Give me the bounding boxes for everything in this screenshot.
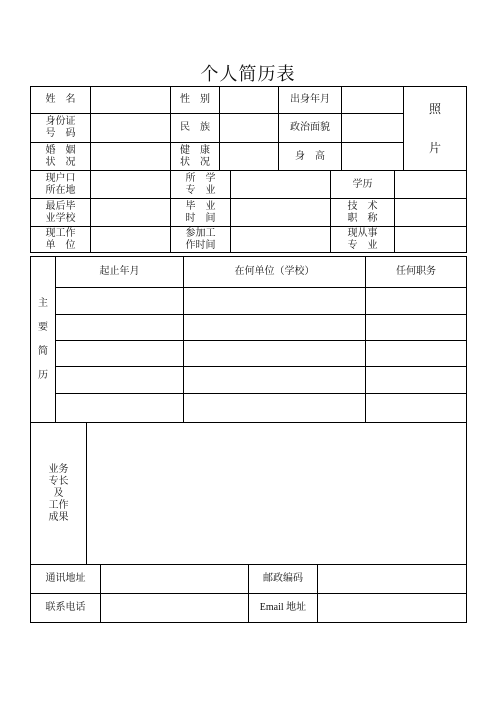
gender-label: 性 别 — [180, 94, 210, 105]
resume-row-3-period[interactable] — [56, 341, 183, 366]
resume-row-4-period[interactable] — [56, 367, 183, 393]
political-label: 政治面貌 — [290, 122, 330, 133]
email-label: Email 地址 — [259, 602, 307, 613]
form-title: 个人简历表 — [200, 64, 296, 84]
school-field[interactable] — [91, 199, 170, 226]
resume-row-5-org[interactable] — [184, 394, 365, 422]
hukou-label: 现户口 所在地 — [45, 172, 76, 196]
postcode-field[interactable] — [318, 565, 466, 593]
current-major-label: 现从事 专 业 — [347, 227, 378, 251]
address-label: 通讯地址 — [45, 573, 86, 584]
school-label: 最后毕 业学校 — [45, 200, 76, 224]
name-field[interactable] — [91, 87, 170, 113]
education-field[interactable] — [395, 171, 466, 198]
health-label: 健 康 状 况 — [180, 144, 210, 168]
work-unit-label: 现工作 单 位 — [45, 227, 76, 251]
marital-label: 婚 姻 状 况 — [45, 144, 76, 168]
resume-row-5-position[interactable] — [366, 394, 466, 422]
birth-label: 出身年月 — [290, 94, 330, 105]
resume-row-5-period[interactable] — [56, 394, 183, 422]
work-start-label: 参加工 作时间 — [185, 227, 216, 251]
current-major-field[interactable] — [395, 227, 466, 252]
height-label: 身 高 — [295, 150, 325, 162]
resume-row-4-org[interactable] — [184, 367, 365, 393]
resume-row-2-org[interactable] — [184, 315, 365, 340]
ethnicity-label: 民 族 — [180, 122, 210, 133]
name-label: 姓 名 — [45, 94, 76, 105]
resume-row-4-position[interactable] — [366, 367, 466, 393]
education-label: 学历 — [352, 178, 373, 190]
expertise-label: 业务 专长 及 工作 成果 — [48, 463, 69, 523]
health-field[interactable] — [220, 143, 278, 170]
grad-time-field[interactable] — [231, 199, 330, 226]
birth-field[interactable] — [342, 87, 403, 113]
phone-field[interactable] — [101, 594, 248, 622]
hukou-field[interactable] — [91, 171, 170, 198]
resume-row-2-position[interactable] — [366, 315, 466, 340]
postcode-label: 邮政编码 — [263, 573, 303, 584]
marital-field[interactable] — [91, 143, 170, 170]
id-number-label: 身份证 号 码 — [45, 116, 76, 139]
gender-field[interactable] — [220, 87, 278, 113]
photo-label[interactable]: 照 片 — [428, 101, 441, 155]
tech-title-label: 技 术 职 称 — [347, 200, 378, 224]
resume-row-3-position[interactable] — [366, 341, 466, 366]
tech-title-field[interactable] — [395, 199, 466, 226]
org-header: 在何单位（学校） — [234, 266, 315, 277]
major-label: 所 学 专 业 — [185, 172, 216, 196]
position-header: 任何职务 — [396, 266, 436, 277]
id-number-field[interactable] — [91, 114, 170, 142]
email-field[interactable] — [318, 594, 466, 622]
work-unit-field[interactable] — [91, 227, 170, 252]
resume-row-1-position[interactable] — [366, 288, 466, 314]
period-header: 起止年月 — [99, 266, 140, 277]
phone-label: 联系电话 — [45, 602, 86, 613]
height-field[interactable] — [342, 143, 403, 170]
address-field[interactable] — [101, 565, 248, 593]
grad-time-label: 毕 业 时 间 — [185, 200, 216, 224]
resume-row-3-org[interactable] — [184, 341, 365, 366]
resume-row-2-period[interactable] — [56, 315, 183, 340]
work-start-field[interactable] — [231, 227, 330, 252]
political-field[interactable] — [342, 114, 403, 142]
expertise-field[interactable] — [87, 423, 466, 564]
major-field[interactable] — [231, 171, 330, 198]
resume-row-1-period[interactable] — [56, 288, 183, 314]
resume-row-1-org[interactable] — [184, 288, 365, 314]
ethnicity-field[interactable] — [220, 114, 278, 142]
resume-side-label: 主 要 简 历 — [38, 297, 48, 381]
